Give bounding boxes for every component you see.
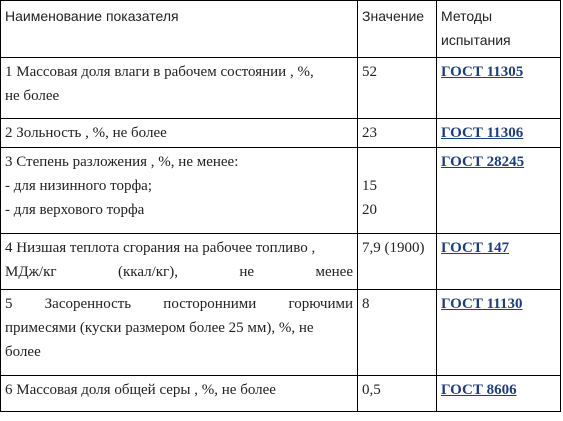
row-6-value: 0,5 [358, 376, 437, 412]
table-row [1, 290, 561, 376]
row-4-value: 7,9 (1900) [358, 234, 437, 290]
row-5-method [437, 290, 561, 376]
table-header-row [1, 1, 561, 58]
row-3-value: 15 20 [358, 148, 437, 234]
header-indicator-name: Наименование показателя [1, 1, 358, 58]
table-row [1, 58, 561, 119]
row-1-method [437, 58, 561, 119]
gost-147-link[interactable]: ГОСТ 147 [441, 240, 510, 256]
header-value: Значение [358, 1, 437, 58]
row-5-name: 5 Засоренность посторонними горючими примесями (куски размером более 25 мм), %, не более [1, 290, 358, 376]
row-6-method [437, 376, 561, 412]
row-4-name: 4 Низшая теплота сгорания на рабочее топливо , МДж/кг (ккал/кг), не менее [1, 234, 358, 290]
row-4-method [437, 234, 561, 290]
gost-11306-link[interactable]: ГОСТ 11306 [441, 125, 524, 141]
table-row [1, 376, 561, 412]
row-6-name: 6 Массовая доля общей серы , %, не более [1, 376, 358, 412]
row-3-name: 3 Степень разложения , %, не менее: - для низинного торфа; - для верхового торфа [1, 148, 358, 234]
table-row [1, 119, 561, 148]
row-2-method [437, 119, 561, 148]
row-1-value: 52 [358, 58, 437, 119]
gost-8606-link[interactable]: ГОСТ 8606 [441, 382, 517, 398]
row-2-value: 23 [358, 119, 437, 148]
row-2-name: 2 Зольность , %, не более [1, 119, 358, 148]
gost-11130-link[interactable]: ГОСТ 11130 [441, 296, 523, 312]
table-row [1, 148, 561, 234]
gost-11305-link[interactable]: ГОСТ 11305 [441, 64, 524, 80]
gost-28245-link[interactable]: ГОСТ 28245 [441, 154, 525, 170]
row-1-name: 1 Массовая доля влаги в рабочем состоянии , %, не более [1, 58, 358, 119]
header-test-methods: Методы испытания [437, 1, 561, 58]
table-row [1, 234, 561, 290]
row-5-value: 8 [358, 290, 437, 376]
row-3-method [437, 148, 561, 234]
